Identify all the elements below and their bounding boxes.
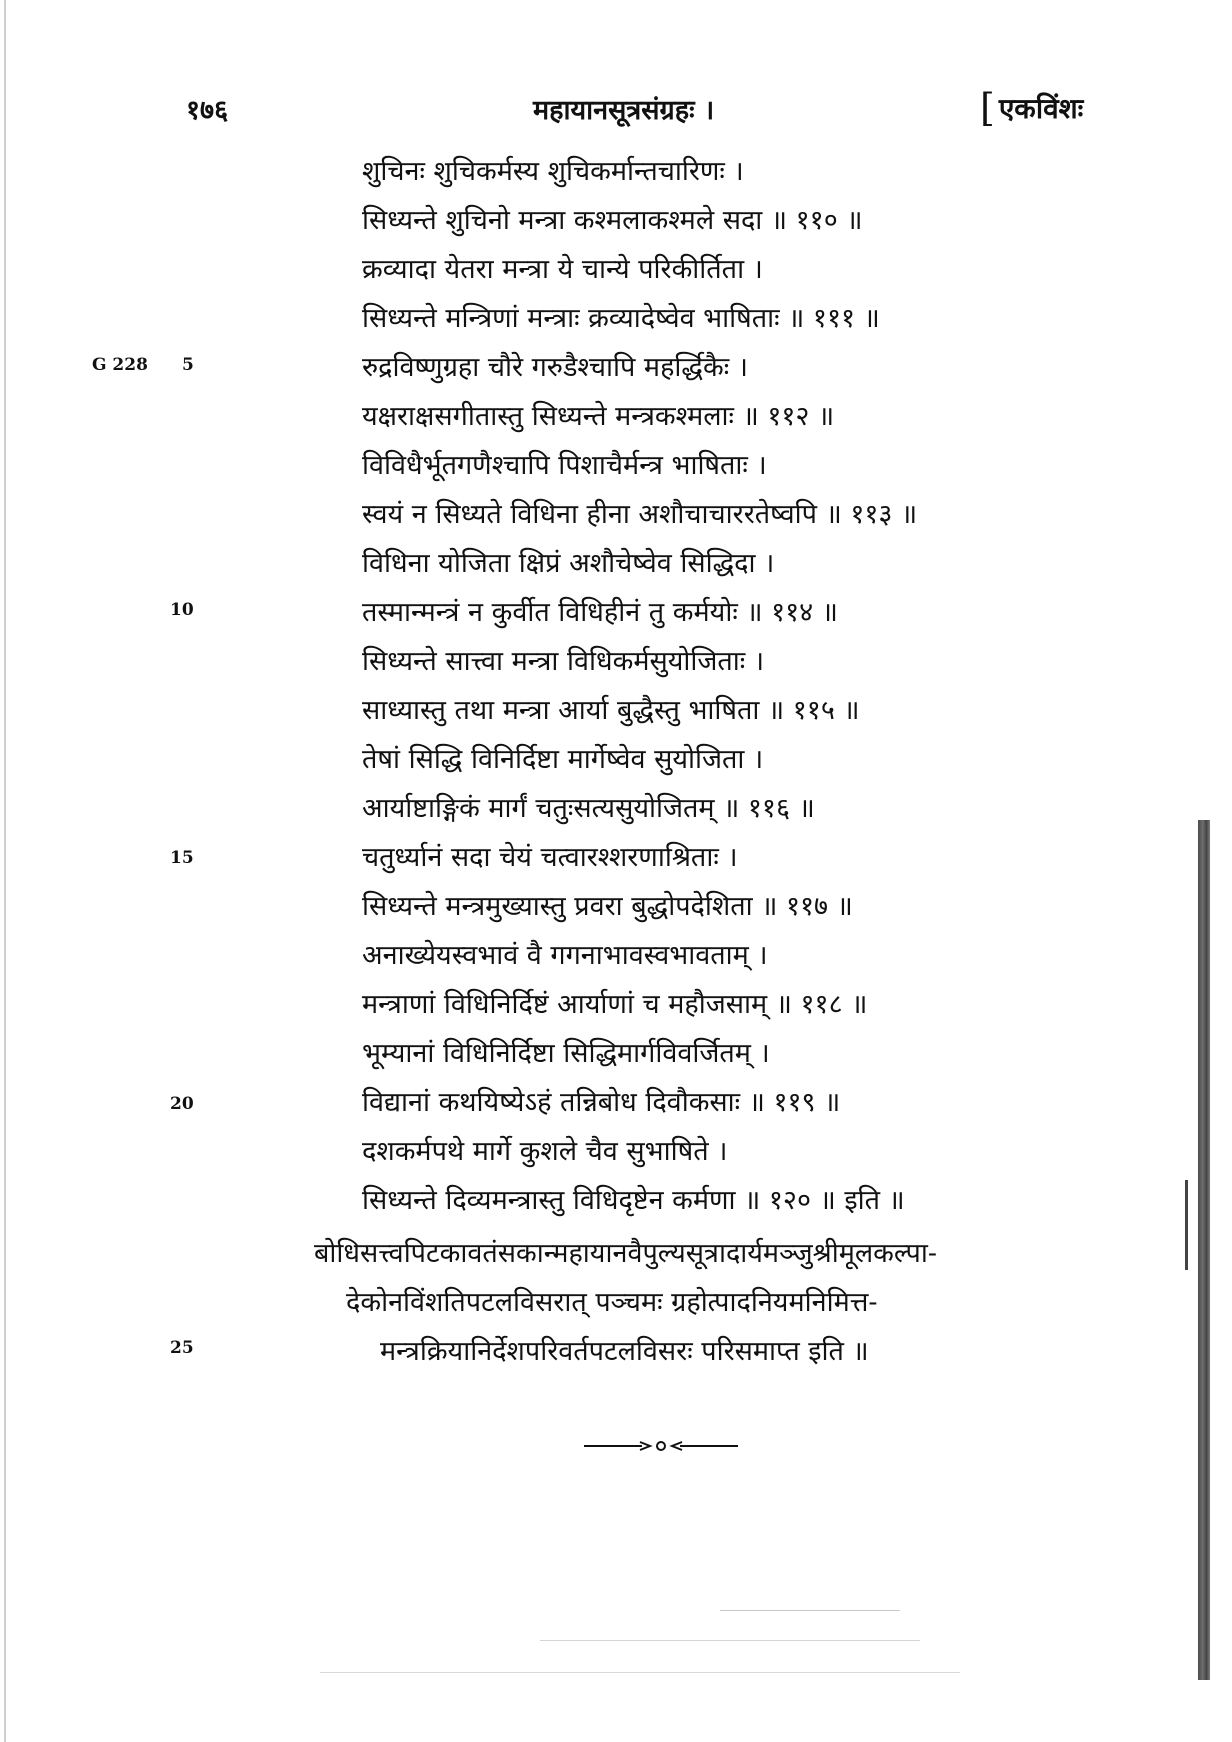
page-binding-shadow	[1198, 820, 1210, 1680]
margin-line-5: 5	[182, 355, 194, 375]
verse-line: तेषां सिद्धि विनिर्दिष्टा मार्गेष्वेव सुयोजिता ।	[362, 744, 764, 775]
margin-ref-g228: G 228	[92, 355, 148, 375]
colophon-line: मन्त्रक्रियानिर्देशपरिवर्तपटलविसरः परिसमाप्त इति ॥	[380, 1336, 869, 1367]
verse-line: चतुर्ध्यानं सदा चेयं चत्वारश्शरणाश्रिताः ।	[362, 842, 738, 873]
margin-line-25: 25	[170, 1338, 194, 1358]
chapter-label-text: एकविंशः	[998, 92, 1084, 125]
margin-line-10: 10	[170, 600, 194, 620]
verse-line: सिध्यन्ते दिव्यमन्त्रास्तु विधिदृष्टेन कर्मणा ॥ १२० ॥ इति ॥	[362, 1185, 905, 1216]
colophon-line: बोधिसत्त्वपिटकावतंसकान्महायानवैपुल्यसूत्रादार्यमञ्जुश्रीमूलकल्पा-	[314, 1238, 937, 1269]
verse-line: यक्षराक्षसगीतास्तु सिध्यन्ते मन्त्रकश्मलाः ॥ ११२ ॥	[362, 401, 835, 432]
page-number: १७६	[186, 95, 229, 126]
verse-line: भूम्यानां विधिनिर्दिष्टा सिद्धिमार्गविवर्जितम् ।	[362, 1038, 770, 1069]
verse-line: आर्याष्टाङ्गिकं मार्गं चतुःसत्यसुयोजितम् ॥ ११६ ॥	[362, 793, 815, 824]
verse-line: सिध्यन्ते मन्त्रिणां मन्त्राः क्रव्यादेष्वेव भाषिताः ॥ १११ ॥	[362, 303, 880, 334]
margin-line-20: 20	[170, 1094, 194, 1114]
verse-line: साध्यास्तु तथा मन्त्रा आर्या बुद्धैस्तु भाषिता ॥ ११५ ॥	[362, 695, 860, 726]
verse-line: सिध्यन्ते मन्त्रमुख्यास्तु प्रवरा बुद्धोपदेशिता ॥ ११७ ॥	[362, 891, 853, 922]
verse-line: सिध्यन्ते सात्त्वा मन्त्रा विधिकर्मसुयोजिताः ।	[362, 646, 765, 677]
verse-line: क्रव्यादा येतरा मन्त्रा ये चान्ये परिकीर्तिता ।	[362, 254, 763, 285]
colophon-line: देकोनविंशतिपटलविसरात् पञ्चमः ग्रहोत्पादनियमनिमित्त-	[346, 1287, 878, 1318]
page-left-edge	[4, 0, 6, 1742]
page-binding-mark	[1185, 1180, 1188, 1270]
verse-line: अनाख्येयस्वभावं वै गगनाभावस्वभावताम् ।	[362, 940, 768, 971]
margin-line-15: 15	[170, 848, 194, 868]
verse-line: सिध्यन्ते शुचिनो मन्त्रा कश्मलाकश्मले सदा ॥ ११० ॥	[362, 205, 863, 236]
verse-line: रुद्रविष्णुग्रहा चौरे गरुडैश्चापि महर्द्धिकैः ।	[362, 352, 748, 383]
verse-line: स्वयं न सिध्यते विधिना हीना अशौचाचाररतेष्वपि ॥ ११३ ॥	[362, 499, 918, 530]
bleed-through-speck	[540, 1640, 920, 1641]
bleed-through-speck	[320, 1672, 960, 1673]
verse-line: विद्यानां कथयिष्येऽहं तन्निबोध दिवौकसाः ॥ ११९ ॥	[362, 1087, 841, 1118]
chapter-label	[980, 86, 1083, 130]
verse-line: विधिना योजिता क्षिप्रं अशौचेष्वेव सिद्धिदा ।	[362, 548, 775, 579]
end-ornament	[584, 1440, 738, 1452]
verse-line: दशकर्मपथे मार्गे कुशले चैव सुभाषिते ।	[362, 1136, 728, 1167]
verse-line: तस्मान्मन्त्रं न कुर्वीत विधिहीनं तु कर्मयोः ॥ ११४ ॥	[362, 597, 838, 628]
chapter-bracket: [	[980, 86, 995, 130]
bleed-through-speck	[720, 1610, 900, 1611]
running-title: महायानसूत्रसंग्रहः ।	[533, 95, 715, 126]
verse-line: विविधैर्भूतगणैश्चापि पिशाचैर्मन्त्र भाषिताः ।	[362, 450, 767, 481]
verse-line: मन्त्राणां विधिनिर्दिष्टं आर्याणां च महौजसाम् ॥ ११८ ॥	[362, 989, 868, 1020]
verse-line: शुचिनः शुचिकर्मस्य शुचिकर्मान्तचारिणः ।	[362, 156, 744, 187]
